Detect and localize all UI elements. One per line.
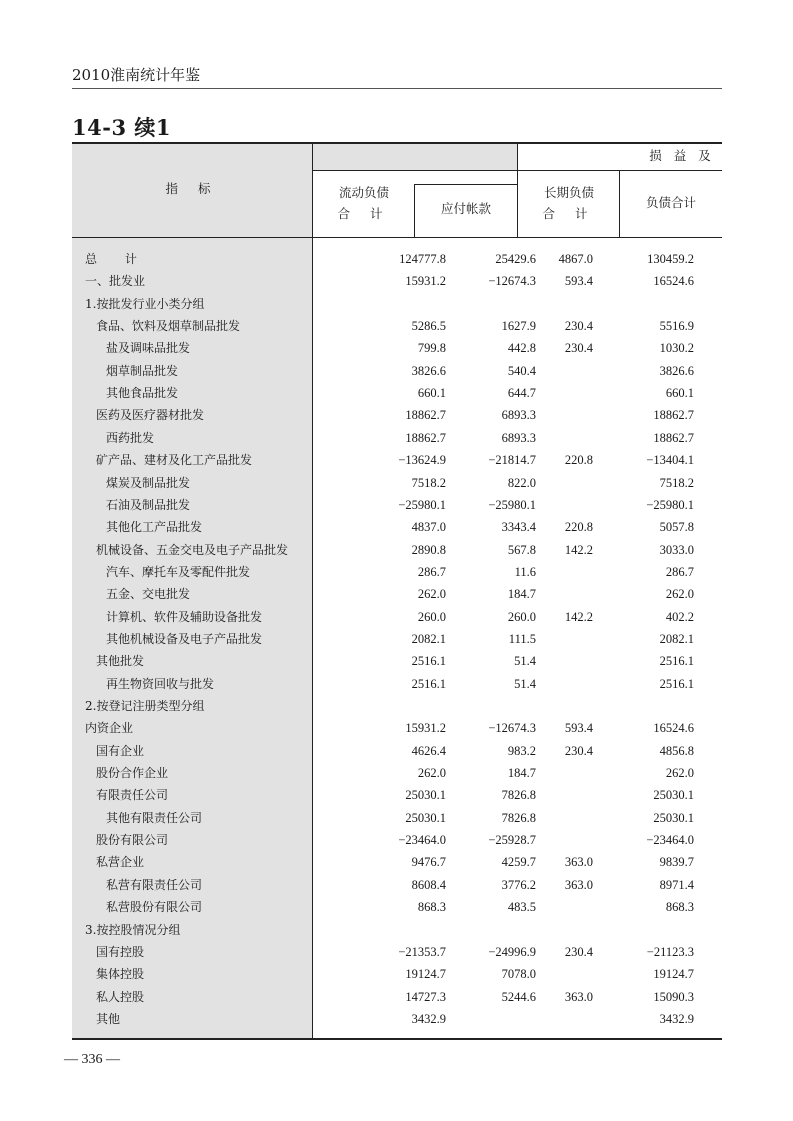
row-label: 其他有限责任公司 bbox=[106, 810, 203, 825]
row-label: 其他食品批发 bbox=[106, 386, 179, 401]
long-term-liabilities-value: 593.4 bbox=[564, 721, 593, 736]
table-row bbox=[72, 896, 722, 918]
current-liabilities-value: 2516.1 bbox=[411, 676, 446, 691]
accounts-payable-value: 260.0 bbox=[507, 609, 536, 624]
total-liabilities-value: 18862.7 bbox=[653, 408, 694, 423]
total-liabilities-value: 402.2 bbox=[665, 609, 694, 624]
current-liabilities-value: 262.0 bbox=[417, 587, 446, 602]
current-liabilities-value: 18862.7 bbox=[405, 430, 446, 445]
accounts-payable-value: 184.7 bbox=[507, 587, 536, 602]
current-liabilities-value: 7518.2 bbox=[411, 475, 446, 490]
row-label: 1.按批发行业小类分组 bbox=[85, 296, 205, 311]
long-term-liabilities-value: 220.8 bbox=[564, 453, 593, 468]
current-liabilities-value: 124777.8 bbox=[399, 252, 446, 266]
table-row bbox=[72, 919, 722, 941]
table-row bbox=[72, 516, 722, 538]
accounts-payable-value: −25928.7 bbox=[488, 833, 536, 848]
row-label: 其他 bbox=[96, 1011, 121, 1026]
table-row bbox=[72, 404, 722, 426]
accounts-payable-value: 1627.9 bbox=[501, 319, 536, 334]
long-term-liabilities-value: 230.4 bbox=[564, 341, 593, 356]
table-row bbox=[72, 941, 722, 963]
row-label: 其他机械设备及电子产品批发 bbox=[106, 631, 263, 646]
book-title: 2010淮南统计年鉴 bbox=[72, 66, 201, 84]
table-row bbox=[72, 360, 722, 382]
accounts-payable-value: −24996.9 bbox=[488, 944, 536, 959]
header-shade bbox=[312, 142, 517, 170]
row-label: 盐及调味品批发 bbox=[106, 341, 191, 356]
row-label: 私营企业 bbox=[96, 855, 145, 870]
table-row bbox=[72, 270, 722, 292]
accounts-payable-value: 184.7 bbox=[507, 766, 536, 781]
total-liabilities-value: 2516.1 bbox=[659, 676, 694, 691]
table-row bbox=[72, 494, 722, 516]
table-row bbox=[72, 851, 722, 873]
long-term-liabilities-value: 363.0 bbox=[564, 855, 593, 870]
table-row bbox=[72, 449, 722, 471]
row-label: 医药及医疗器材批发 bbox=[96, 408, 205, 423]
current-liabilities-header: 流动负债 合 计 bbox=[337, 185, 391, 221]
current-liabilities-value: 25030.1 bbox=[405, 788, 446, 803]
long-term-liabilities-value: 230.4 bbox=[564, 743, 593, 758]
total-liabilities-value: 3826.6 bbox=[659, 363, 694, 378]
table-row bbox=[72, 784, 722, 806]
row-label: 私人控股 bbox=[96, 989, 145, 1004]
accounts-payable-value: −12674.3 bbox=[488, 274, 536, 289]
accounts-payable-value: 983.2 bbox=[507, 743, 536, 758]
table-row bbox=[72, 337, 722, 359]
row-label: 其他化工产品批发 bbox=[106, 520, 203, 535]
current-liabilities-value: 3432.9 bbox=[411, 1011, 446, 1026]
header-rule bbox=[72, 88, 722, 89]
current-liabilities-value: −21353.7 bbox=[398, 944, 446, 959]
current-liabilities-value: −13624.9 bbox=[398, 453, 446, 468]
row-label: 汽车、摩托车及零配件批发 bbox=[106, 564, 251, 579]
total-liabilities-value: −13404.1 bbox=[646, 453, 694, 468]
accounts-payable-value: 7826.8 bbox=[501, 810, 536, 825]
accounts-payable-value: 540.4 bbox=[507, 363, 536, 378]
total-liabilities-value: 16524.6 bbox=[653, 274, 694, 289]
total-liabilities-value: 18862.7 bbox=[653, 430, 694, 445]
current-liabilities-value: 2516.1 bbox=[411, 654, 446, 669]
row-label: 西药批发 bbox=[106, 430, 155, 445]
total-liabilities-value: 2082.1 bbox=[659, 631, 694, 646]
accounts-payable-value: 644.7 bbox=[507, 386, 536, 401]
current-liabilities-value: 18862.7 bbox=[405, 408, 446, 423]
total-liabilities-header: 负债合计 bbox=[645, 195, 696, 210]
total-liabilities-value: 9839.7 bbox=[659, 855, 694, 870]
long-term-liabilities-value: 4867.0 bbox=[558, 252, 593, 266]
row-label: 国有控股 bbox=[96, 944, 145, 959]
current-liabilities-value: 25030.1 bbox=[405, 810, 446, 825]
row-label: 私营有限责任公司 bbox=[106, 877, 203, 892]
table-top-rule bbox=[72, 142, 722, 144]
current-liabilities-value: 4837.0 bbox=[411, 520, 446, 535]
total-liabilities-value: 286.7 bbox=[665, 564, 694, 579]
accounts-payable-value: 483.5 bbox=[507, 900, 536, 915]
total-liabilities-value: 8971.4 bbox=[659, 877, 694, 892]
long-term-liabilities-value: 593.4 bbox=[564, 274, 593, 289]
total-liabilities-value: 25030.1 bbox=[653, 788, 694, 803]
accounts-payable-header: 应付帐款 bbox=[440, 201, 491, 216]
current-liabilities-value: 3826.6 bbox=[411, 363, 446, 378]
long-term-liabilities-value: 363.0 bbox=[564, 877, 593, 892]
long-term-liabilities-value: 363.0 bbox=[564, 989, 593, 1004]
table-row bbox=[72, 762, 722, 784]
total-liabilities-value: 3033.0 bbox=[659, 542, 694, 557]
table-row bbox=[72, 315, 722, 337]
long-term-liabilities-value: 142.2 bbox=[564, 542, 593, 557]
row-label: 石油及制品批发 bbox=[106, 497, 191, 512]
indicator-header: 指 标 bbox=[165, 181, 219, 196]
row-label: 国有企业 bbox=[96, 743, 145, 758]
table-row bbox=[72, 829, 722, 851]
current-liabilities-value: 9476.7 bbox=[411, 855, 446, 870]
table-row bbox=[72, 561, 722, 583]
table-row bbox=[72, 963, 722, 985]
row-label: 3.按控股情况分组 bbox=[85, 922, 181, 937]
accounts-payable-value: 442.8 bbox=[507, 341, 536, 356]
current-liabilities-value: 799.8 bbox=[417, 341, 446, 356]
row-label: 计算机、软件及辅助设备批发 bbox=[106, 609, 263, 624]
table-row bbox=[72, 293, 722, 315]
table-row bbox=[72, 673, 722, 695]
row-label: 股份合作企业 bbox=[96, 766, 169, 781]
accounts-payable-value: 5244.6 bbox=[501, 989, 536, 1004]
accounts-payable-value: 111.5 bbox=[508, 631, 536, 646]
row-label: 内资企业 bbox=[85, 721, 134, 736]
accounts-payable-value: 51.4 bbox=[514, 654, 536, 669]
current-liabilities-value: 5286.5 bbox=[411, 319, 446, 334]
current-liabilities-value: 4626.4 bbox=[411, 743, 446, 758]
row-label: 其他批发 bbox=[96, 654, 145, 669]
table-row bbox=[72, 695, 722, 717]
table-row bbox=[72, 472, 722, 494]
current-liabilities-value: 262.0 bbox=[417, 766, 446, 781]
total-liabilities-value: 19124.7 bbox=[653, 967, 694, 982]
page-number: — 336 — bbox=[64, 1052, 120, 1067]
current-liabilities-value: −25980.1 bbox=[398, 497, 446, 512]
current-liabilities-value: −23464.0 bbox=[398, 833, 446, 848]
accounts-payable-value: 567.8 bbox=[507, 542, 536, 557]
total-liabilities-value: 2516.1 bbox=[659, 654, 694, 669]
table-row bbox=[72, 628, 722, 650]
total-liabilities-value: 3432.9 bbox=[659, 1011, 694, 1026]
current-liabilities-value: 2082.1 bbox=[411, 631, 446, 646]
group-header: 损 益 及 bbox=[649, 148, 715, 163]
accounts-payable-value: −25980.1 bbox=[488, 497, 536, 512]
current-liabilities-value: 8608.4 bbox=[411, 877, 446, 892]
table-row bbox=[72, 583, 722, 605]
total-liabilities-value: 262.0 bbox=[665, 587, 694, 602]
row-label: 烟草制品批发 bbox=[106, 363, 179, 378]
table-row bbox=[72, 807, 722, 829]
accounts-payable-value: 51.4 bbox=[514, 676, 536, 691]
total-liabilities-value: −21123.3 bbox=[646, 944, 694, 959]
row-label: 五金、交电批发 bbox=[106, 587, 191, 602]
total-liabilities-value: 16524.6 bbox=[653, 721, 694, 736]
table-bottom-rule bbox=[72, 1038, 722, 1040]
total-liabilities-value: −25980.1 bbox=[646, 497, 694, 512]
current-liabilities-value: 14727.3 bbox=[405, 989, 446, 1004]
table-row bbox=[72, 717, 722, 739]
total-liabilities-value: 25030.1 bbox=[653, 810, 694, 825]
current-liabilities-value: 15931.2 bbox=[405, 274, 446, 289]
total-liabilities-value: 660.1 bbox=[665, 386, 694, 401]
total-liabilities-value: 1030.2 bbox=[659, 341, 694, 356]
row-label: 再生物资回收与批发 bbox=[106, 676, 215, 691]
total-liabilities-value: 7518.2 bbox=[659, 475, 694, 490]
table-row bbox=[72, 382, 722, 404]
total-liabilities-value: 15090.3 bbox=[653, 989, 694, 1004]
long-term-liabilities-value: 230.4 bbox=[564, 944, 593, 959]
current-liabilities-value: 660.1 bbox=[417, 386, 446, 401]
current-liabilities-value: 868.3 bbox=[417, 900, 446, 915]
total-liabilities-value: 5516.9 bbox=[659, 319, 694, 334]
table-row bbox=[72, 427, 722, 449]
accounts-payable-value: 4259.7 bbox=[501, 855, 536, 870]
row-label: 矿产品、建材及化工产品批发 bbox=[96, 453, 253, 468]
accounts-payable-value: 3776.2 bbox=[501, 877, 536, 892]
accounts-payable-value: 25429.6 bbox=[495, 252, 536, 266]
statistics-table bbox=[72, 142, 722, 1040]
accounts-payable-value: −12674.3 bbox=[488, 721, 536, 736]
total-liabilities-value: 5057.8 bbox=[659, 520, 694, 535]
total-liabilities-value: −23464.0 bbox=[646, 833, 694, 848]
accounts-payable-value: 6893.3 bbox=[501, 408, 536, 423]
long-term-liabilities-value: 230.4 bbox=[564, 319, 593, 334]
accounts-payable-value: 7078.0 bbox=[501, 967, 536, 982]
current-liabilities-value: 260.0 bbox=[417, 609, 446, 624]
row-label: 集体控股 bbox=[96, 967, 145, 982]
row-label: 有限责任公司 bbox=[96, 788, 169, 803]
total-liabilities-value: 262.0 bbox=[665, 766, 694, 781]
row-label: 机械设备、五金交电及电子产品批发 bbox=[96, 542, 289, 557]
current-liabilities-value: 2890.8 bbox=[411, 542, 446, 557]
table-row bbox=[72, 606, 722, 628]
total-liabilities-value: 868.3 bbox=[665, 900, 694, 915]
current-liabilities-value: 19124.7 bbox=[405, 967, 446, 982]
accounts-payable-value: 7826.8 bbox=[501, 788, 536, 803]
row-label: 股份有限公司 bbox=[96, 833, 169, 848]
accounts-payable-value: 3343.4 bbox=[501, 520, 536, 535]
header-bottom-rule bbox=[72, 237, 722, 238]
total-liabilities-value: 130459.2 bbox=[647, 252, 694, 266]
table-row bbox=[72, 539, 722, 561]
table-number: 14-3 续1 bbox=[72, 115, 171, 140]
row-label: 私营股份有限公司 bbox=[106, 900, 203, 915]
row-label: 总 计 bbox=[85, 252, 149, 266]
long-term-liabilities-value: 142.2 bbox=[564, 609, 593, 624]
row-label: 一、批发业 bbox=[85, 274, 146, 289]
table-row bbox=[72, 650, 722, 672]
table-row bbox=[72, 986, 722, 1008]
current-liabilities-value: 286.7 bbox=[417, 564, 446, 579]
accounts-payable-value: 6893.3 bbox=[501, 430, 536, 445]
row-label: 2.按登记注册类型分组 bbox=[85, 699, 205, 713]
accounts-payable-value: 11.6 bbox=[514, 564, 536, 579]
accounts-payable-value: −21814.7 bbox=[488, 453, 536, 468]
current-liabilities-value: 15931.2 bbox=[405, 721, 446, 736]
row-label: 食品、饮料及烟草制品批发 bbox=[96, 319, 241, 334]
row-label: 煤炭及制品批发 bbox=[106, 475, 191, 490]
accounts-payable-value: 822.0 bbox=[507, 475, 536, 490]
table-row bbox=[72, 874, 722, 896]
table-row bbox=[72, 740, 722, 762]
long-term-liabilities-header: 长期负债 合 计 bbox=[542, 185, 596, 221]
total-liabilities-value: 4856.8 bbox=[659, 743, 694, 758]
subheader-rule bbox=[414, 184, 517, 185]
table-row bbox=[72, 248, 722, 270]
long-term-liabilities-value: 220.8 bbox=[564, 520, 593, 535]
table-row bbox=[72, 1008, 722, 1030]
